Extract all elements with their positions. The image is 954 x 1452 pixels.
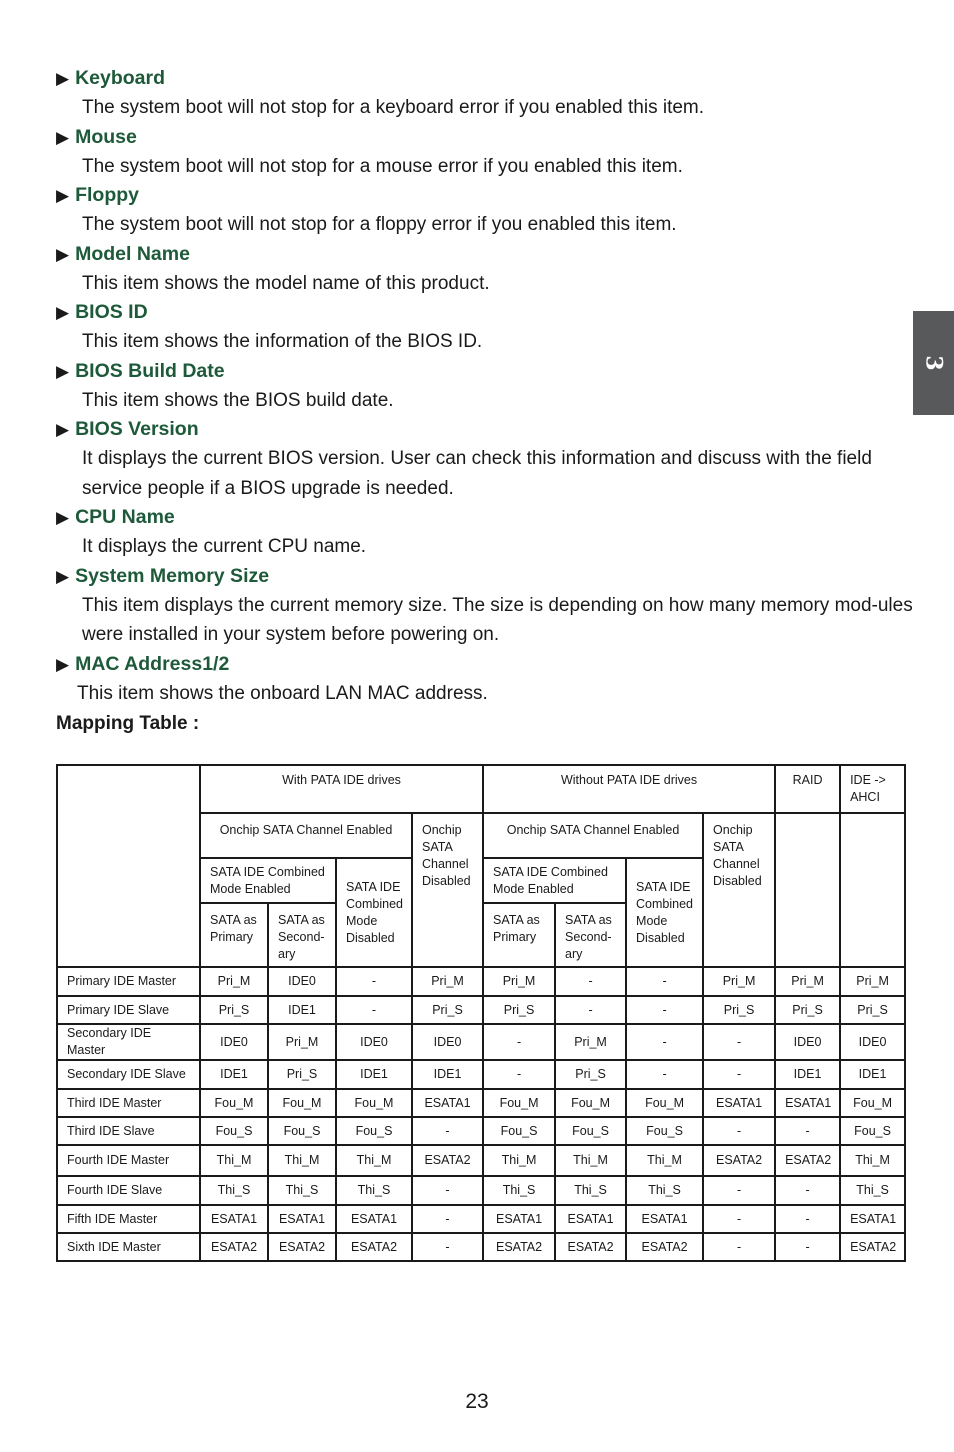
table-cell: Pri_S: [555, 1060, 626, 1089]
table-cell: -: [626, 967, 703, 996]
table-cell: Pri_S: [703, 996, 775, 1024]
table-row: [57, 996, 905, 1024]
table-cell: ESATA2: [483, 1233, 555, 1261]
item-title: BIOS Version: [75, 418, 199, 440]
header-combined-disabled: SATA IDE Combined Mode Disabled: [336, 858, 412, 967]
table-cell: ESATA1: [268, 1205, 336, 1233]
table-cell: ESATA1: [483, 1205, 555, 1233]
header-combined-enabled: SATA IDE Combined Mode Enabled: [200, 858, 336, 903]
header-ide-ahci: IDE -> AHCI: [840, 765, 905, 813]
item-system-memory-size: [56, 562, 916, 650]
chapter-tab: [913, 311, 954, 415]
row-label: Secondary IDE Master: [57, 1024, 200, 1060]
item-bios-id: [56, 298, 916, 357]
table-cell: ESATA1: [412, 1089, 483, 1117]
table-cell: Thi_M: [483, 1145, 555, 1176]
table-cell: Thi_M: [268, 1145, 336, 1176]
arrow-right-icon: ▶: [56, 361, 70, 381]
table-cell: Thi_M: [626, 1145, 703, 1176]
table-cell: Fou_M: [483, 1089, 555, 1117]
header-sata-secondary: SATA as Second-ary: [555, 903, 626, 967]
table-cell: Fou_S: [626, 1117, 703, 1145]
table-cell: ESATA2: [626, 1233, 703, 1261]
table-cell: Pri_M: [483, 967, 555, 996]
table-cell: -: [626, 1024, 703, 1060]
item-mouse: [56, 123, 916, 182]
table-cell: Pri_S: [840, 996, 905, 1024]
table-cell: -: [412, 1205, 483, 1233]
table-cell: Thi_S: [840, 1176, 905, 1205]
table-cell: IDE1: [840, 1060, 905, 1089]
item-description: The system boot will not stop for a mouse error if you enabled this item.: [82, 155, 683, 177]
table-cell: IDE1: [775, 1060, 840, 1089]
table-cell: -: [412, 1233, 483, 1261]
row-label: Primary IDE Slave: [57, 996, 200, 1024]
table-cell: ESATA2: [775, 1145, 840, 1176]
table-cell: -: [775, 1233, 840, 1261]
table-cell: Pri_M: [775, 967, 840, 996]
table-cell: -: [775, 1117, 840, 1145]
table-cell: IDE0: [268, 967, 336, 996]
table-cell: Thi_S: [483, 1176, 555, 1205]
item-title: Keyboard: [75, 67, 166, 89]
table-cell: Fou_S: [200, 1117, 268, 1145]
item-floppy: [56, 181, 916, 240]
table-cell: -: [703, 1024, 775, 1060]
table-cell: ESATA1: [336, 1205, 412, 1233]
arrow-right-icon: ▶: [56, 654, 70, 674]
header-sata-primary: SATA as Primary: [483, 903, 555, 967]
table-row: [57, 1089, 905, 1117]
item-description: This item shows the BIOS build date.: [82, 389, 394, 411]
table-cell: ESATA2: [412, 1145, 483, 1176]
header-sata-disabled: Onchip SATA Channel Disabled: [412, 813, 483, 967]
item-description: The system boot will not stop for a keyboard error if you enabled this item.: [82, 97, 705, 118]
table-row: [57, 1176, 905, 1205]
table-row: [57, 1145, 905, 1176]
table-cell: ESATA1: [555, 1205, 626, 1233]
table-row: [57, 1233, 905, 1261]
table-cell: -: [703, 1176, 775, 1205]
table-row: [57, 1060, 905, 1089]
table-cell: Pri_M: [703, 967, 775, 996]
item-description: This item shows the model name of this product.: [82, 272, 490, 294]
arrow-right-icon: ▶: [56, 69, 70, 88]
item-description: It displays the current BIOS version. User can check this information and discuss with the field service people if a BIOS upgrade is needed.: [82, 448, 872, 499]
header-ide-ahci-empty: [840, 813, 905, 967]
table-cell: ESATA2: [268, 1233, 336, 1261]
table-cell: -: [336, 967, 412, 996]
item-title: System Memory Size: [75, 564, 270, 587]
table-cell: ESATA1: [840, 1205, 905, 1233]
table-cell: Thi_M: [336, 1145, 412, 1176]
table-cell: Fou_S: [268, 1117, 336, 1145]
table-cell: -: [775, 1205, 840, 1233]
item-description: The system boot will not stop for a floppy error if you enabled this item.: [82, 214, 677, 235]
header-sata-disabled: Onchip SATA Channel Disabled: [703, 813, 775, 967]
table-cell: -: [703, 1060, 775, 1089]
header-combined-enabled: SATA IDE Combined Mode Enabled: [483, 858, 626, 903]
item-bios-version: [56, 415, 916, 503]
table-cell: IDE1: [200, 1060, 268, 1089]
table-cell: ESATA1: [775, 1089, 840, 1117]
item-title: Model Name: [75, 242, 190, 265]
table-cell: ESATA2: [200, 1233, 268, 1261]
header-with-pata: With PATA IDE drives: [200, 765, 483, 813]
arrow-right-icon: ▶: [56, 186, 70, 205]
table-cell: Fou_M: [840, 1089, 905, 1117]
table-cell: Pri_M: [268, 1024, 336, 1060]
page-number: 23: [465, 1390, 489, 1413]
header-raid: RAID: [775, 765, 840, 813]
table-cell: Pri_S: [775, 996, 840, 1024]
table-cell: ESATA1: [626, 1205, 703, 1233]
header-without-pata: Without PATA IDE drives: [483, 765, 775, 813]
item-bios-build-date: [56, 357, 916, 416]
item-mac-address: [56, 650, 916, 709]
table-cell: Fou_S: [555, 1117, 626, 1145]
table-cell: IDE0: [775, 1024, 840, 1060]
item-title: Mouse: [75, 125, 137, 148]
row-label: Third IDE Master: [57, 1089, 200, 1117]
table-cell: Pri_M: [200, 967, 268, 996]
table-cell: Fou_M: [268, 1089, 336, 1117]
item-description: This item shows the onboard LAN MAC address.: [77, 682, 488, 704]
table-cell: IDE0: [840, 1024, 905, 1060]
row-label: Sixth IDE Master: [57, 1233, 200, 1261]
arrow-right-icon: ▶: [56, 303, 70, 322]
table-cell: Fou_S: [336, 1117, 412, 1145]
table-cell: Fou_S: [483, 1117, 555, 1145]
table-cell: Pri_M: [840, 967, 905, 996]
table-row: [57, 1024, 905, 1060]
mapping-table: [56, 764, 906, 1262]
table-cell: Pri_S: [200, 996, 268, 1024]
arrow-right-icon: ▶: [56, 566, 70, 586]
table-cell: -: [703, 1233, 775, 1261]
item-title: CPU Name: [75, 506, 175, 528]
item-keyboard: [56, 64, 916, 123]
table-cell: -: [483, 1060, 555, 1089]
table-cell: IDE1: [412, 1060, 483, 1089]
item-title: Floppy: [75, 184, 139, 206]
table-cell: Fou_M: [200, 1089, 268, 1117]
table-cell: IDE1: [268, 996, 336, 1024]
row-label: Primary IDE Master: [57, 967, 200, 996]
table-row: [57, 1205, 905, 1233]
item-description: This item shows the information of the BIOS ID.: [82, 331, 483, 352]
item-cpu-name: [56, 503, 916, 562]
table-cell: Pri_S: [268, 1060, 336, 1089]
table-cell: Fou_M: [336, 1089, 412, 1117]
table-cell: -: [412, 1176, 483, 1205]
table-row: [57, 967, 905, 996]
table-cell: Pri_S: [412, 996, 483, 1024]
row-label: Fourth IDE Master: [57, 1145, 200, 1176]
table-row: [57, 1117, 905, 1145]
table-cell: -: [626, 996, 703, 1024]
item-title: BIOS ID: [75, 301, 148, 323]
row-label: Fifth IDE Master: [57, 1205, 200, 1233]
bios-items-list: [56, 64, 916, 708]
table-cell: -: [703, 1205, 775, 1233]
item-model-name: [56, 240, 916, 299]
header-combined-disabled: SATA IDE Combined Mode Disabled: [626, 858, 703, 967]
table-cell: ESATA1: [703, 1089, 775, 1117]
table-cell: -: [336, 996, 412, 1024]
table-cell: -: [703, 1117, 775, 1145]
header-sata-enabled: Onchip SATA Channel Enabled: [200, 813, 412, 858]
table-cell: Thi_S: [555, 1176, 626, 1205]
table-cell: -: [483, 1024, 555, 1060]
table-cell: IDE0: [200, 1024, 268, 1060]
table-cell: Thi_S: [200, 1176, 268, 1205]
table-cell: -: [626, 1060, 703, 1089]
item-title: BIOS Build Date: [75, 359, 225, 382]
table-cell: Fou_M: [626, 1089, 703, 1117]
row-label: Secondary IDE Slave: [57, 1060, 200, 1089]
table-corner-cell: [57, 765, 200, 967]
header-sata-secondary: SATA as Second-ary: [268, 903, 336, 967]
table-cell: Thi_M: [200, 1145, 268, 1176]
table-cell: IDE1: [336, 1060, 412, 1089]
table-cell: Thi_S: [268, 1176, 336, 1205]
arrow-right-icon: ▶: [56, 127, 70, 147]
header-sata-primary: SATA as Primary: [200, 903, 268, 967]
chapter-tab-label: 3: [920, 355, 947, 371]
table-cell: IDE0: [412, 1024, 483, 1060]
mapping-table-body: [57, 967, 905, 1261]
table-cell: Pri_S: [483, 996, 555, 1024]
table-cell: Thi_M: [840, 1145, 905, 1176]
header-raid-empty: [775, 813, 840, 967]
table-cell: IDE0: [336, 1024, 412, 1060]
arrow-right-icon: ▶: [56, 244, 70, 264]
table-cell: -: [775, 1176, 840, 1205]
table-cell: Thi_S: [336, 1176, 412, 1205]
table-cell: Fou_S: [840, 1117, 905, 1145]
arrow-right-icon: ▶: [56, 508, 70, 527]
row-label: Third IDE Slave: [57, 1117, 200, 1145]
table-cell: ESATA1: [200, 1205, 268, 1233]
row-label: Fourth IDE Slave: [57, 1176, 200, 1205]
table-cell: ESATA2: [703, 1145, 775, 1176]
table-cell: -: [412, 1117, 483, 1145]
table-cell: Fou_M: [555, 1089, 626, 1117]
item-description: It displays the current CPU name.: [82, 536, 367, 557]
table-cell: Thi_M: [555, 1145, 626, 1176]
header-sata-enabled: Onchip SATA Channel Enabled: [483, 813, 703, 858]
table-cell: Pri_M: [555, 1024, 626, 1060]
table-cell: -: [555, 967, 626, 996]
item-description: This item displays the current memory size. The size is depending on how many memory mod-ules were installed in your system before powering on.: [82, 594, 913, 645]
table-cell: ESATA2: [840, 1233, 905, 1261]
arrow-right-icon: ▶: [56, 420, 70, 439]
table-cell: ESATA2: [336, 1233, 412, 1261]
mapping-table-title: Mapping Table :: [56, 713, 200, 734]
item-title: MAC Address1/2: [75, 652, 230, 675]
table-cell: ESATA2: [555, 1233, 626, 1261]
table-cell: -: [555, 996, 626, 1024]
table-cell: Thi_S: [626, 1176, 703, 1205]
table-cell: Pri_M: [412, 967, 483, 996]
